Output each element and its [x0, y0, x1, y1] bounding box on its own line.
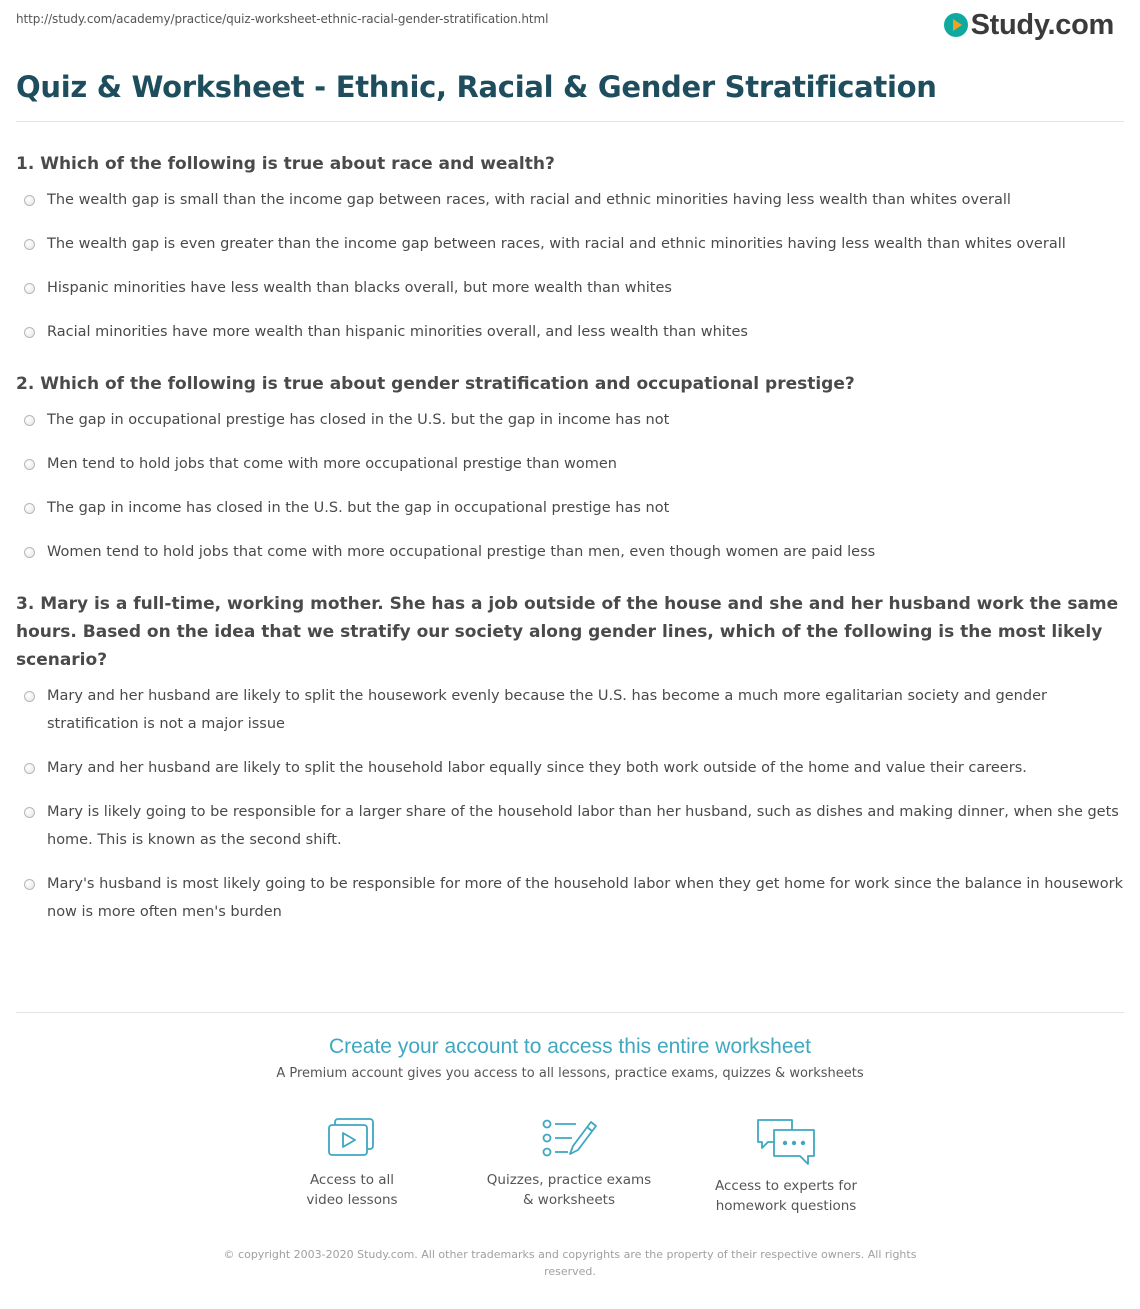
radio-button[interactable]	[24, 239, 35, 250]
question-text: 3. Mary is a full-time, working mother. She has a job outside of the house and she and her husband work the same hours. Based on the idea that we stratify our society along gender lines, which of the following is the most likely scenario?	[16, 594, 1119, 670]
answer-text: Mary's husband is most likely going to be responsible for more of the household labor when they get home for work since the balance in housework now is more often men's burden	[47, 876, 1124, 920]
quiz-checklist-icon	[540, 1116, 598, 1162]
radio-button[interactable]	[24, 547, 35, 558]
answer-list	[16, 682, 1126, 926]
radio-button[interactable]	[24, 763, 35, 774]
answer-option[interactable]	[16, 406, 1126, 434]
answer-text: Men tend to hold jobs that come with more occupational prestige than women	[47, 456, 617, 472]
answer-text: The wealth gap is small than the income gap between races, with racial and ethnic minorities having less wealth than whites overall	[47, 192, 1011, 208]
radio-button[interactable]	[24, 415, 35, 426]
answer-text: The gap in income has closed in the U.S. but the gap in occupational prestige has not	[47, 500, 670, 516]
answer-option[interactable]	[16, 538, 1126, 566]
radio-button[interactable]	[24, 691, 35, 702]
radio-button[interactable]	[24, 879, 35, 890]
video-lessons-icon	[325, 1116, 379, 1162]
question-list	[16, 150, 1126, 950]
copyright-line: © copyright 2003-2020 Study.com. All other trademarks and copyrights are the property of their respective owners. All rights	[223, 1248, 917, 1261]
answer-list	[16, 186, 1126, 346]
answer-option[interactable]	[16, 230, 1126, 258]
feature-label-line: Quizzes, practice exams	[486, 1172, 652, 1188]
answer-option[interactable]	[16, 186, 1126, 214]
answer-list	[16, 406, 1126, 566]
answer-text: Mary and her husband are likely to split the household labor equally since they both work outside of the home and value their careers.	[47, 760, 1027, 776]
answer-option[interactable]	[16, 494, 1126, 522]
answer-option[interactable]	[16, 450, 1126, 478]
play-logo-icon	[944, 13, 968, 37]
feature-label-line: Access to experts for	[714, 1178, 857, 1194]
study-logo[interactable]	[944, 8, 1114, 42]
chat-bubbles-icon	[754, 1116, 818, 1168]
copyright-notice	[210, 1246, 930, 1280]
answer-text: The gap in occupational prestige has closed in the U.S. but the gap in income has not	[47, 412, 670, 428]
radio-button[interactable]	[24, 327, 35, 338]
answer-text: Women tend to hold jobs that come with more occupational prestige than men, even though women are paid less	[47, 544, 876, 560]
question-3	[16, 590, 1126, 926]
radio-button[interactable]	[24, 807, 35, 818]
feature-label-line: video lessons	[306, 1192, 398, 1208]
radio-button[interactable]	[24, 503, 35, 514]
answer-text: Mary is likely going to be responsible for a larger share of the household labor than her husband, such as dishes and making dinner, when she gets home. This is known as the second shift.	[47, 804, 1119, 848]
answer-text: Hispanic minorities have less wealth than blacks overall, but more wealth than whites	[47, 280, 672, 296]
page-title: Quiz & Worksheet - Ethnic, Racial & Gender Stratification	[16, 70, 937, 104]
radio-button[interactable]	[24, 195, 35, 206]
answer-option[interactable]	[16, 754, 1126, 782]
feature-quizzes	[469, 1116, 669, 1210]
answer-option[interactable]	[16, 318, 1126, 346]
answer-option[interactable]	[16, 682, 1126, 738]
cta-divider	[16, 1012, 1124, 1013]
copyright-line: reserved.	[544, 1265, 596, 1278]
feature-video-lessons	[252, 1116, 452, 1210]
feature-label-line: Access to all	[309, 1172, 395, 1188]
cta-title-link[interactable]: Create your account to access this entire worksheet	[328, 1035, 812, 1058]
answer-option[interactable]	[16, 870, 1126, 926]
question-text: 2. Which of the following is true about gender stratification and occupational prestige?	[16, 374, 855, 394]
answer-text: Mary and her husband are likely to split the housework evenly because the U.S. has become a much more egalitarian society and gender stratification is not a major issue	[47, 688, 1047, 732]
question-text: 1. Which of the following is true about race and wealth?	[16, 154, 555, 174]
question-1	[16, 150, 1126, 346]
title-divider	[16, 121, 1124, 122]
answer-text: Racial minorities have more wealth than hispanic minorities overall, and less wealth than whites	[47, 324, 748, 340]
radio-button[interactable]	[24, 283, 35, 294]
answer-option[interactable]	[16, 274, 1126, 302]
answer-option[interactable]	[16, 798, 1126, 854]
feature-label-line: homework questions	[715, 1198, 857, 1214]
logo-text: Study.com	[970, 8, 1114, 41]
page-url: http://study.com/academy/practice/quiz-worksheet-ethnic-racial-gender-stratification.html	[16, 12, 549, 26]
feature-label-line: & worksheets	[522, 1192, 615, 1208]
answer-text: The wealth gap is even greater than the income gap between races, with racial and ethnic minorities having less wealth than whites overall	[47, 236, 1066, 252]
radio-button[interactable]	[24, 459, 35, 470]
question-2	[16, 370, 1126, 566]
cta-subtitle: A Premium account gives you access to all lessons, practice exams, quizzes & worksheets	[276, 1066, 864, 1081]
feature-experts	[686, 1116, 886, 1216]
